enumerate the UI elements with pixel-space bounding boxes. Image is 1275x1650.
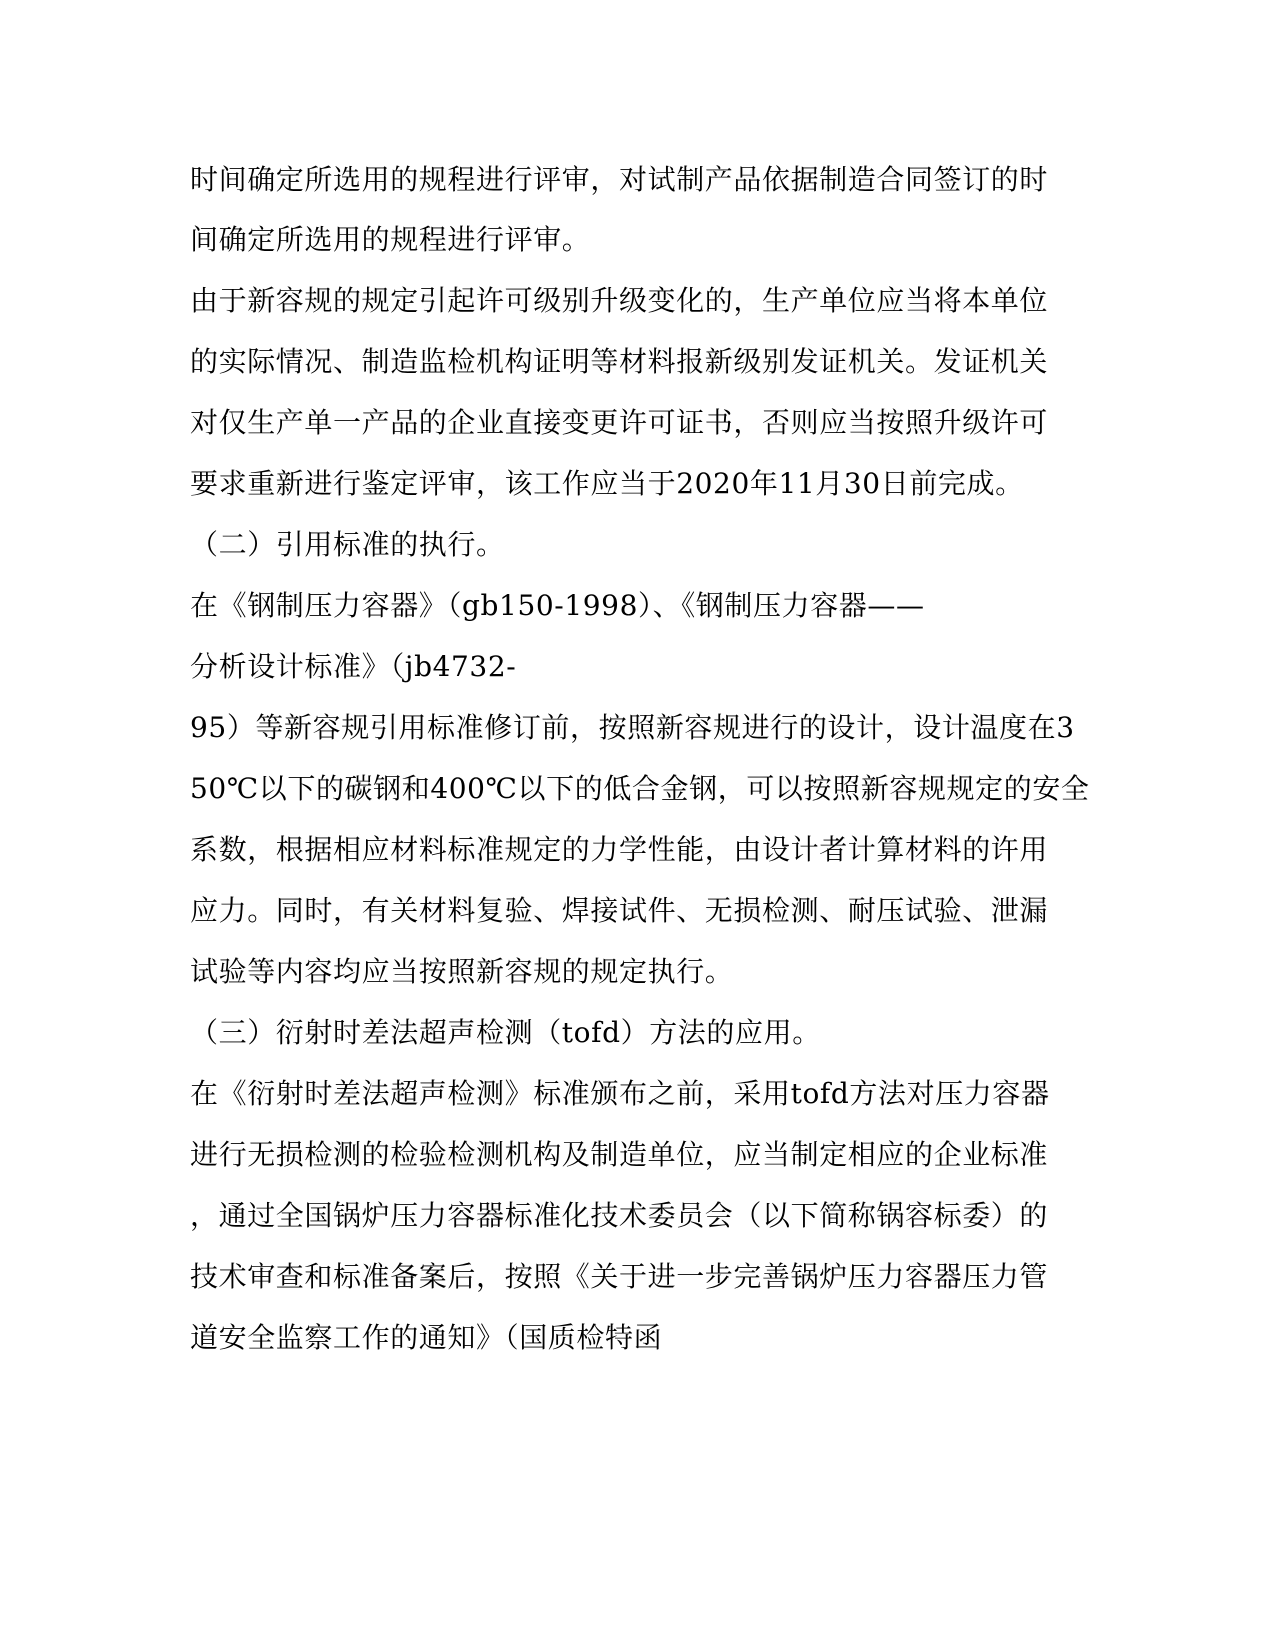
text-line: 对仅生产单一产品的企业直接变更许可证书，否则应当按照升级许可: [190, 406, 1049, 439]
text-line: 在《钢制压力容器》（gb150-1998）、《钢制压力容器——: [190, 589, 925, 622]
section-heading: （二）引用标准的执行。: [190, 528, 505, 561]
text-line: ，通过全国锅炉压力容器标准化技术委员会（以下简称锅容标委）的: [190, 1199, 1049, 1232]
text-line: 95）等新容规引用标准修订前，按照新容规进行的设计，设计温度在3: [190, 711, 1075, 744]
text-line: 的实际情况、制造监检机构证明等材料报新级别发证机关。发证机关: [190, 345, 1049, 378]
section-heading: （三）衍射时差法超声检测（tofd）方法的应用。: [190, 1016, 821, 1049]
text-line: 要求重新进行鉴定评审，该工作应当于2020年11月30日前完成。: [190, 467, 1024, 500]
text-line: 技术审查和标准备案后，按照《关于进一步完善锅炉压力容器压力管: [190, 1260, 1049, 1293]
text-line: 在《衍射时差法超声检测》标准颁布之前，采用tofd方法对压力容器: [190, 1077, 1050, 1110]
text-line: 时间确定所选用的规程进行评审，对试制产品依据制造合同签订的时: [190, 163, 1049, 196]
text-line: 分析设计标准》（jb4732-: [190, 650, 517, 683]
text-line: 由于新容规的规定引起许可级别升级变化的，生产单位应当将本单位: [190, 284, 1049, 317]
text-line: 进行无损检测的检验检测机构及制造单位，应当制定相应的企业标准: [190, 1138, 1049, 1171]
text-line: 应力。同时，有关材料复验、焊接试件、无损检测、耐压试验、泄漏: [190, 894, 1049, 927]
text-line: 道安全监察工作的通知》（国质检特函: [190, 1321, 663, 1354]
text-line: 系数，根据相应材料标准规定的力学性能，由设计者计算材料的许用: [190, 833, 1049, 866]
text-line: 间确定所选用的规程进行评审。: [190, 223, 591, 256]
text-line: 50℃以下的碳钢和400℃以下的低合金钢，可以按照新容规规定的安全: [190, 772, 1090, 805]
text-line: 试验等内容均应当按照新容规的规定执行。: [190, 955, 734, 988]
